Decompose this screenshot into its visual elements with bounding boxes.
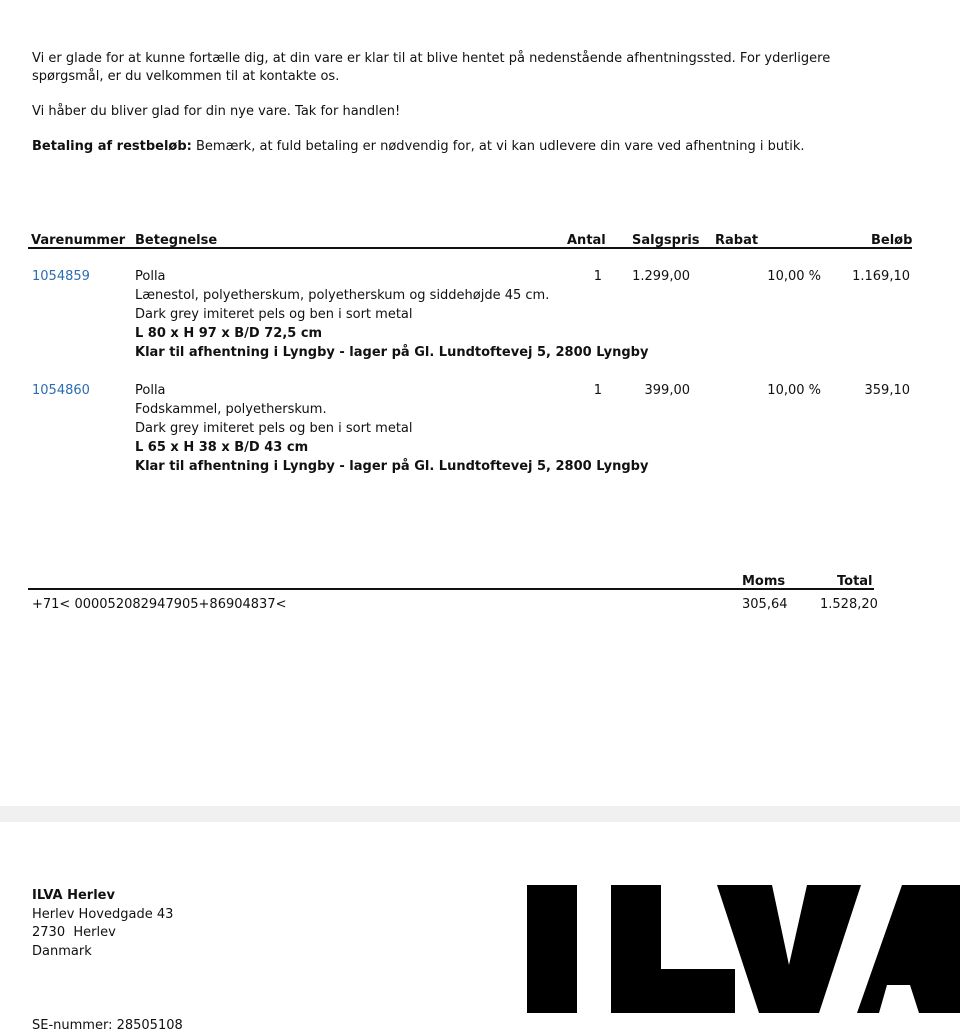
payment-label: Betaling af restbeløb: — [32, 139, 192, 154]
item-discount: 10,00 % — [767, 383, 821, 398]
ilva-logo — [527, 885, 960, 1013]
totals-header — [28, 574, 874, 590]
store-name: ILVA Herlev — [32, 888, 115, 903]
header-sku: Varenummer — [31, 233, 126, 248]
item-price: 399,00 — [644, 383, 690, 398]
footer-divider — [0, 806, 960, 822]
store-country: Danmark — [32, 943, 92, 959]
order-table-header — [28, 232, 912, 249]
store-street: Herlev Hovedgade 43 — [32, 906, 174, 922]
intro-text — [32, 50, 892, 173]
se-number: SE-nummer: 28505108 — [32, 1018, 183, 1033]
item-price: 1.299,00 — [632, 269, 690, 284]
item-material: Dark grey imiteret pels og ben i sort metal — [135, 307, 413, 322]
item-pickup-location: Klar til afhentning i Lyngby - lager på Gl. Lundtoftevej 5, 2800 Lyngby — [135, 459, 649, 474]
header-quantity: Antal — [567, 233, 606, 248]
store-city: 2730 Herlev — [32, 925, 116, 940]
item-dimensions: L 65 x H 38 x B/D 43 cm — [135, 440, 309, 455]
item-dimensions: L 80 x H 97 x B/D 72,5 cm — [135, 326, 323, 341]
intro-paragraph-ready: Vi er glade for at kunne fortælle dig, at din vare er klar til at blive hentet på nedenstående afhentningssted. For yderligere spørgsmål, er du velkommen til at kontakte os. — [32, 51, 831, 84]
vat-amount: 305,64 — [742, 597, 788, 612]
payment-code: +71< 000052082947905+86904837< — [32, 597, 287, 612]
item-number-link[interactable]: 1054859 — [32, 269, 90, 284]
item-discount: 10,00 % — [767, 269, 821, 284]
item-quantity: 1 — [593, 383, 602, 398]
item-quantity: 1 — [593, 269, 602, 284]
header-description: Betegnelse — [135, 233, 218, 248]
item-amount: 359,10 — [864, 383, 910, 398]
total-label: Total — [837, 574, 873, 589]
item-material: Dark grey imiteret pels og ben i sort metal — [135, 421, 413, 436]
header-price: Salgspris — [632, 233, 700, 248]
total-amount: 1.528,20 — [820, 597, 878, 612]
header-amount: Beløb — [871, 233, 913, 248]
item-pickup-location: Klar til afhentning i Lyngby - lager på Gl. Lundtoftevej 5, 2800 Lyngby — [135, 345, 649, 360]
payment-note: Bemærk, at fuld betaling er nødvendig for, at vi kan udlevere din vare ved afhentning i butik. — [191, 139, 805, 154]
vat-label: Moms — [742, 574, 786, 589]
item-name: Polla — [135, 383, 166, 398]
header-discount: Rabat — [715, 233, 759, 248]
intro-paragraph-payment — [32, 138, 892, 156]
item-amount: 1.169,10 — [852, 269, 910, 284]
store-address — [32, 887, 173, 961]
item-detail: Fodskammel, polyetherskum. — [135, 402, 327, 417]
item-number-link[interactable]: 1054860 — [32, 383, 90, 398]
intro-paragraph-thanks: Vi håber du bliver glad for din nye vare. Tak for handlen! — [32, 104, 401, 119]
item-detail: Lænestol, polyetherskum, polyetherskum og siddehøjde 45 cm. — [135, 288, 550, 303]
item-name: Polla — [135, 269, 166, 284]
